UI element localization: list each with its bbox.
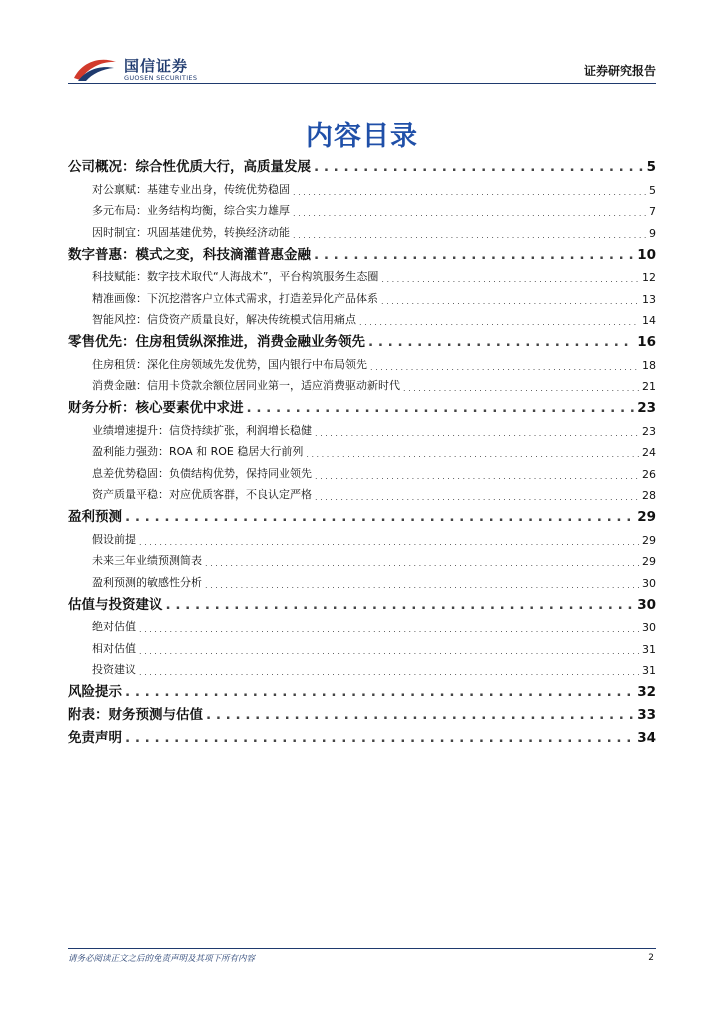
toc-dot-leader xyxy=(166,597,635,613)
toc-entry-title: 估值与投资建议 xyxy=(68,596,163,613)
toc-entry-page: 31 xyxy=(642,642,656,656)
toc-subsection-entry[interactable] xyxy=(68,175,656,197)
toc-entry-page: 5 xyxy=(646,159,656,175)
toc-entry-page: 12 xyxy=(642,271,656,284)
toc-entry-page: 21 xyxy=(642,380,656,393)
toc-subsection-entry[interactable] xyxy=(68,481,656,503)
toc-entry-page: 34 xyxy=(637,730,656,746)
toc-entry-page: 23 xyxy=(637,400,656,416)
toc-subsection-entry[interactable] xyxy=(68,525,656,547)
toc-section-entry[interactable] xyxy=(68,590,656,613)
toc-dot-leader xyxy=(359,318,639,327)
toc-section-entry[interactable] xyxy=(68,677,656,700)
toc-entry-page: 13 xyxy=(642,292,656,306)
toc-entry-title: 财务分析：核心要素优中求进 xyxy=(68,400,244,416)
toc-entry-title: 科技赋能：数字技术取代“人海战术”，平台构筑服务生态圈 xyxy=(92,270,379,283)
toc-entry-title: 住房租赁：深化住房领域先发优势，国内银行中布局领先 xyxy=(92,357,367,371)
toc-dot-leader xyxy=(125,509,634,525)
toc-section-entry[interactable] xyxy=(68,152,656,175)
toc-entry-page: 30 xyxy=(642,621,656,634)
toc-subsection-entry[interactable] xyxy=(68,459,656,481)
toc-subsection-entry[interactable] xyxy=(68,613,656,635)
toc-dot-leader xyxy=(381,297,639,306)
toc-entry-page: 9 xyxy=(649,226,656,240)
toc-entry-page: 7 xyxy=(649,205,656,218)
toc-entry-title: 资产质量平稳：对应优质客群，不良认定严格 xyxy=(92,488,312,501)
toc-entry-page: 33 xyxy=(637,707,656,723)
toc-dot-leader xyxy=(139,668,639,677)
toc-entry-title: 精准画像：下沉挖潜客户立体式需求，打造差异化产品体系 xyxy=(92,291,378,305)
toc-dot-leader xyxy=(139,538,639,547)
toc-entry-title: 假设前提 xyxy=(92,532,136,546)
guosen-logo-icon xyxy=(72,56,118,82)
toc-dot-leader xyxy=(381,275,639,284)
toc-subsection-entry[interactable] xyxy=(68,656,656,678)
toc-entry-title: 数字普惠：模式之变，科技滴灌普惠金融 xyxy=(68,246,311,263)
toc-dot-leader xyxy=(293,231,646,240)
toc-entry-title: 公司概况：综合性优质大行，高质量发展 xyxy=(68,159,311,175)
toc-entry-page: 14 xyxy=(642,314,656,327)
toc-entry-title: 智能风控：信贷资产质量良好，解决传统模式信用痛点 xyxy=(92,313,356,326)
toc-entry-title: 消费金融：信用卡贷款余额位居同业第一，适应消费驱动新时代 xyxy=(92,379,400,392)
toc-entry-page: 16 xyxy=(637,334,656,350)
toc-entry-title: 零售优先：住房租赁纵深推进，消费金融业务领先 xyxy=(68,334,365,350)
toc-dot-leader xyxy=(125,730,634,746)
page-number: 2 xyxy=(648,953,654,963)
toc-entry-title: 息差优势稳固：负债结构优势，保持同业领先 xyxy=(92,466,312,480)
toc-entry-title: 相对估值 xyxy=(92,641,136,655)
header-divider xyxy=(68,83,656,84)
toc-entry-page: 32 xyxy=(637,684,656,700)
toc-dot-leader xyxy=(403,384,639,393)
toc-subsection-entry[interactable] xyxy=(68,350,656,372)
toc-entry-page: 18 xyxy=(642,358,656,372)
toc-section-entry[interactable] xyxy=(68,723,656,746)
toc-entry-title: 业绩增速提升：信贷持续扩张，利润增长稳健 xyxy=(92,423,312,437)
toc-entry-title: 对公禀赋：基建专业出身，传统优势稳固 xyxy=(92,182,290,196)
table-of-contents xyxy=(68,152,656,746)
toc-entry-page: 28 xyxy=(642,489,656,502)
footer-disclaimer: 请务必阅读正文之后的免责声明及其项下所有内容 xyxy=(68,954,256,964)
toc-dot-leader xyxy=(205,559,639,568)
toc-subsection-entry[interactable] xyxy=(68,438,656,460)
guosen-logo xyxy=(72,50,212,86)
toc-entry-page: 26 xyxy=(642,467,656,481)
toc-subsection-entry[interactable] xyxy=(68,416,656,438)
toc-entry-page: 29 xyxy=(642,555,656,568)
toc-entry-page: 30 xyxy=(642,576,656,590)
toc-section-entry[interactable] xyxy=(68,327,656,350)
page-header xyxy=(0,0,724,90)
toc-dot-leader xyxy=(370,363,639,372)
toc-subsection-entry[interactable] xyxy=(68,197,656,219)
toc-entry-page: 24 xyxy=(642,446,656,459)
toc-dot-leader xyxy=(314,247,634,263)
toc-entry-page: 5 xyxy=(649,183,656,197)
toc-subsection-entry[interactable] xyxy=(68,547,656,569)
toc-entry-page: 10 xyxy=(637,246,656,263)
toc-section-entry[interactable] xyxy=(68,502,656,525)
brand-name-en: GUOSEN SECURITIES xyxy=(124,74,198,82)
toc-entry-page: 23 xyxy=(642,424,656,438)
toc-dot-leader xyxy=(306,450,639,459)
toc-dot-leader xyxy=(314,159,644,175)
toc-entry-title: 绝对估值 xyxy=(92,620,136,633)
toc-subsection-entry[interactable] xyxy=(68,284,656,306)
toc-entry-title: 风险提示 xyxy=(68,684,122,700)
toc-section-entry[interactable] xyxy=(68,240,656,263)
toc-dot-leader xyxy=(315,472,639,481)
toc-entry-title: 盈利预测 xyxy=(68,509,122,525)
toc-entry-title: 盈利预测的敏感性分析 xyxy=(92,575,202,589)
toc-subsection-entry[interactable] xyxy=(68,568,656,590)
toc-dot-leader xyxy=(139,625,639,634)
toc-title: 内容目录 xyxy=(306,121,418,152)
toc-entry-title: 未来三年业绩预测简表 xyxy=(92,554,202,567)
toc-dot-leader xyxy=(205,581,639,590)
toc-entry-title: 多元布局：业务结构均衡，综合实力雄厚 xyxy=(92,204,290,217)
toc-entry-page: 31 xyxy=(642,664,656,677)
brand-name-cn: 国信证券 xyxy=(124,57,189,75)
toc-subsection-entry[interactable] xyxy=(68,306,656,328)
toc-entry-title: 盈利能力强劲：ROA 和 ROE 稳居大行前列 xyxy=(92,445,304,458)
toc-section-entry[interactable] xyxy=(68,700,656,723)
toc-dot-leader xyxy=(206,707,634,723)
toc-dot-leader xyxy=(315,429,639,438)
toc-dot-leader xyxy=(368,334,634,350)
toc-entry-title: 投资建议 xyxy=(92,663,136,676)
toc-entry-page: 29 xyxy=(642,533,656,547)
report-type-label: 证券研究报告 xyxy=(583,64,656,78)
toc-entry-title: 附表：财务预测与估值 xyxy=(68,707,203,723)
toc-entry-title: 因时制宜：巩固基建优势，转换经济动能 xyxy=(92,225,290,239)
toc-dot-leader xyxy=(293,209,646,218)
toc-subsection-entry[interactable] xyxy=(68,263,656,285)
toc-entry-title: 免责声明 xyxy=(68,730,122,746)
toc-entry-page: 30 xyxy=(637,596,656,613)
toc-entry-page: 29 xyxy=(637,509,656,525)
toc-subsection-entry[interactable] xyxy=(68,218,656,240)
footer-divider xyxy=(68,948,656,949)
toc-dot-leader xyxy=(125,684,634,700)
toc-section-entry[interactable] xyxy=(68,393,656,416)
toc-subsection-entry[interactable] xyxy=(68,634,656,656)
toc-dot-leader xyxy=(139,647,639,656)
toc-dot-leader xyxy=(247,400,635,416)
toc-subsection-entry[interactable] xyxy=(68,372,656,394)
toc-dot-leader xyxy=(315,493,639,502)
toc-dot-leader xyxy=(293,188,646,197)
